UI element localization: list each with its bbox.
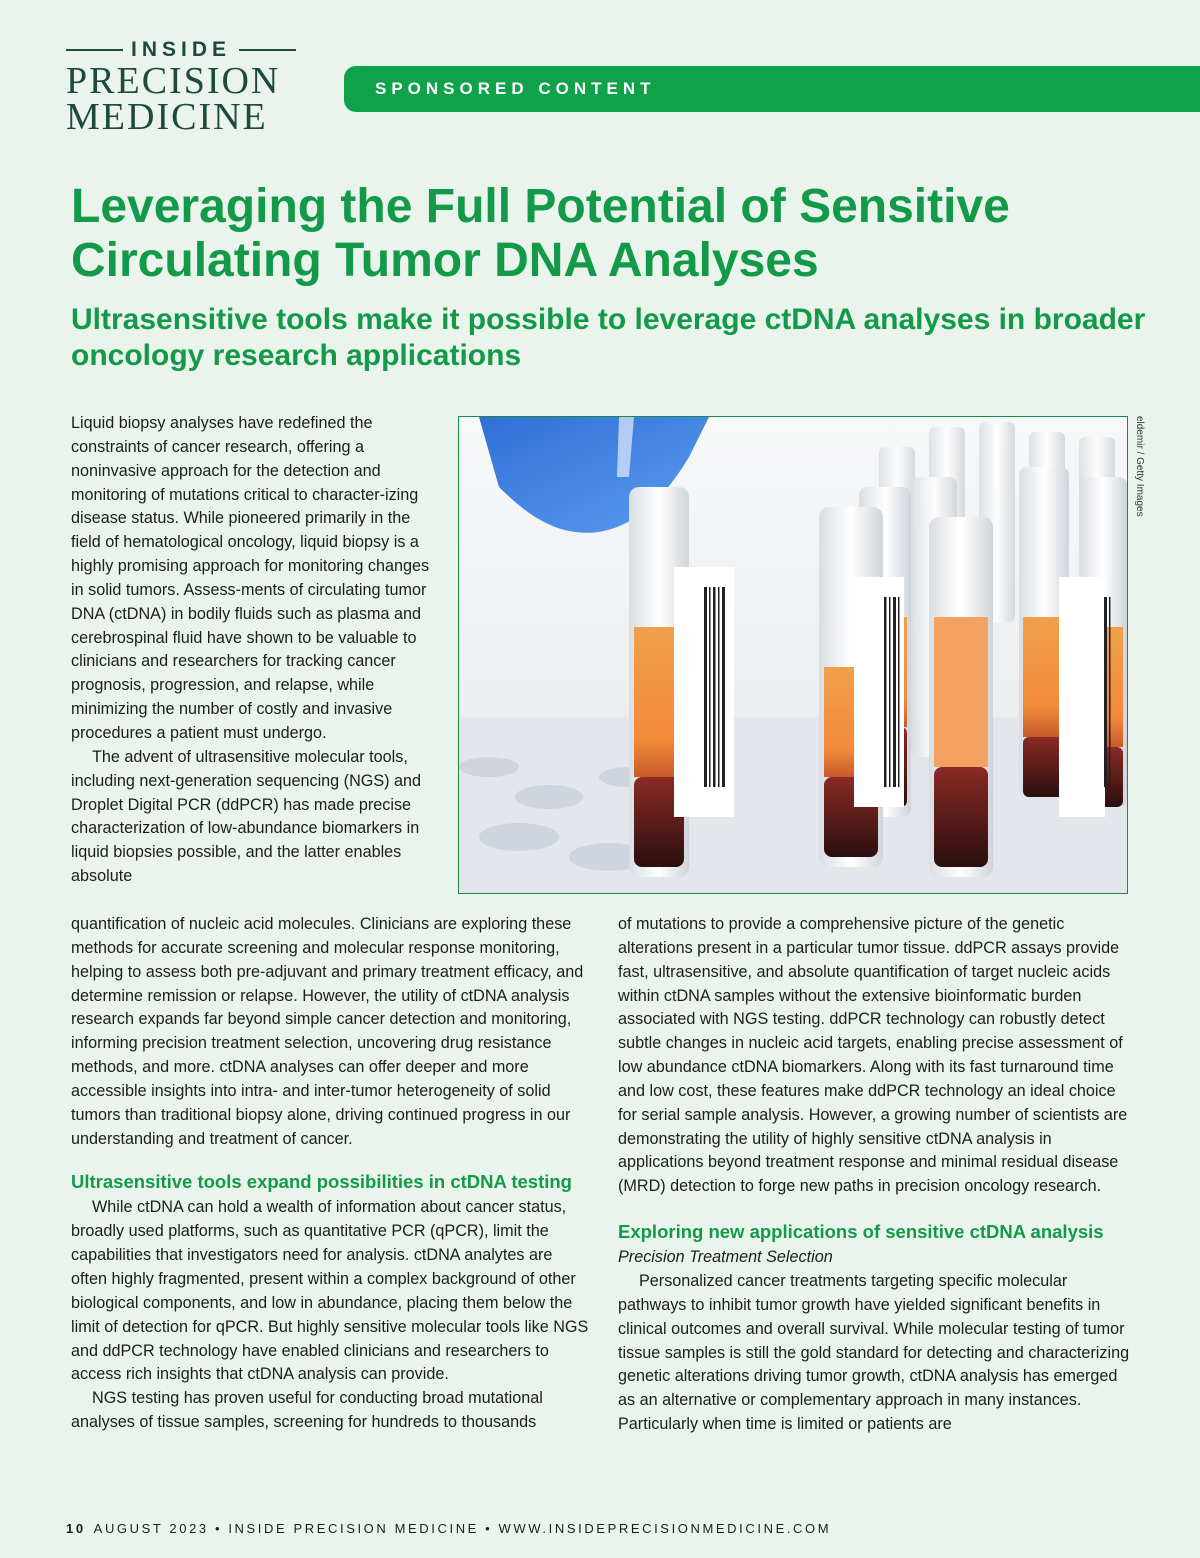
photo-credit: eldemir / Getty Images	[1134, 416, 1145, 517]
left-column	[71, 913, 591, 1435]
section1-paragraph-1: While ctDNA can hold a wealth of information about cancer status, broadly used platforms, such as quantitative PCR (qPCR), limit the capabilities that investigators need for analysis. ctDNA analytes are often highly fragmented, present within a complex background of other biological components, and low in abundance, placing them below the limit of detection for qPCR. But highly sensitive molecular tools like NGS and ddPCR technology have enabled clinicians and researchers to access rich insights that ctDNA analysis can provide.	[71, 1198, 589, 1384]
section2-paragraph-1: Personalized cancer treatments targeting specific molecular pathways to inhibit tumor growth have yielded significant benefits in clinical outcomes and overall survival. While molecular testing of tumor tissue samples is still the gold standard for detecting and characterizing genetic alterations driving tumor growth, ctDNA analysis has emerged as an alternative or complementary approach in many instances. Particularly when time is limited or patients are	[618, 1271, 1130, 1434]
sponsored-banner: SPONSORED CONTENT	[344, 66, 1200, 112]
intro-paragraph-1: Liquid biopsy analyses have redefined the constraints of cancer research, offering a noninvasive approach for the detection and monitoring of mutations critical to character-izing disease status. While pioneered primarily in the field of hematological oncology, liquid biopsy is a highly promising approach for monitoring changes in solid tumors. Assess-ments of circulating tumor DNA (ctDNA) in bodily fluids such as plasma and cerebrospinal fluid have shown to be valuable to clinicians and researchers for tracking cancer prognosis, progression, and relapse, while minimizing the number of costly and invasive procedures a patient must undergo.	[71, 414, 430, 742]
logo-rule-right	[239, 49, 296, 51]
intro-paragraph-2-end: quantification of nucleic acid molecules. Clinicians are exploring these methods for accurate screening and molecular response monitoring, helping to assess both pre-adjuvant and primary treatment efficacy, and determine remission or relapse. However, the utility of ctDNA analysis research expands far beyond simple cancer detection and monitoring, informing precision treatment selection, uncovering drug resistance methods, and more. ctDNA analyses can offer deeper and more accessible insights into intra- and inter-tumor heterogeneity of solid tumors than traditional biopsy alone, driving continued progress in our understanding and treatment of cancer.	[71, 915, 584, 1148]
right-column	[618, 913, 1138, 1437]
logo-line2: PRECISION	[66, 60, 281, 102]
blood-sample-tubes-photo	[458, 416, 1128, 894]
article-subtitle: Ultrasensitive tools make it possible to leverage ctDNA analyses in broader oncology research applications	[71, 303, 1146, 372]
section1-paragraph-2: NGS testing has proven useful for conducting broad mutational analyses of tissue samples, screening for hundreds to thousands	[71, 1389, 543, 1432]
page-number: 10	[66, 1521, 86, 1536]
section1-heading: Ultrasensitive tools expand possibilities in ctDNA testing	[71, 1171, 572, 1193]
right-column-paragraph-1: of mutations to provide a comprehensive picture of the genetic alterations present in a particular tumor tissue. ddPCR assays provide fast, ultrasensitive, and absolute quantification of target nucleic acids within ctDNA samples without the extensive bioinformatic burden associated with NGS testing. ddPCR technology can robustly detect subtle changes in nucleic acid targets, enabling precise assessment of low abundance ctDNA biomarkers. Along with its fast turnaround time and low cost, these features make ddPCR technology an ideal choice for serial sample analysis. However, a growing number of scientists are demonstrating the utility of highly sensitive ctDNA analysis in applications beyond treatment response and minimal residual disease (MRD) detection to forge new paths in precision oncology research.	[618, 915, 1128, 1196]
article-title: Leveraging the Full Potential of Sensitive Circulating Tumor DNA Analyses	[71, 180, 1010, 287]
intro-paragraph-2-start: The advent of ultrasensitive molecular tools, including next-generation sequencing (NGS) and Droplet Digital PCR (ddPCR) has made precise characterization of low-abundance biomarkers in liquid biopsies possible, and the latter enables absolute	[71, 747, 422, 886]
page-footer	[66, 1521, 1166, 1536]
footer-text: AUGUST 2023 • INSIDE PRECISION MEDICINE • WWW.INSIDEPRECISIONMEDICINE.COM	[93, 1521, 832, 1536]
logo-line1: INSIDE	[131, 38, 232, 61]
logo-line3: MEDICINE	[66, 96, 268, 138]
section2-subheading: Precision Treatment Selection	[618, 1248, 833, 1267]
logo-rule-left	[66, 49, 123, 51]
publication-logo	[66, 38, 296, 138]
section2-heading: Exploring new applications of sensitive ctDNA analysis	[618, 1221, 1104, 1243]
intro-column-top	[71, 412, 443, 889]
